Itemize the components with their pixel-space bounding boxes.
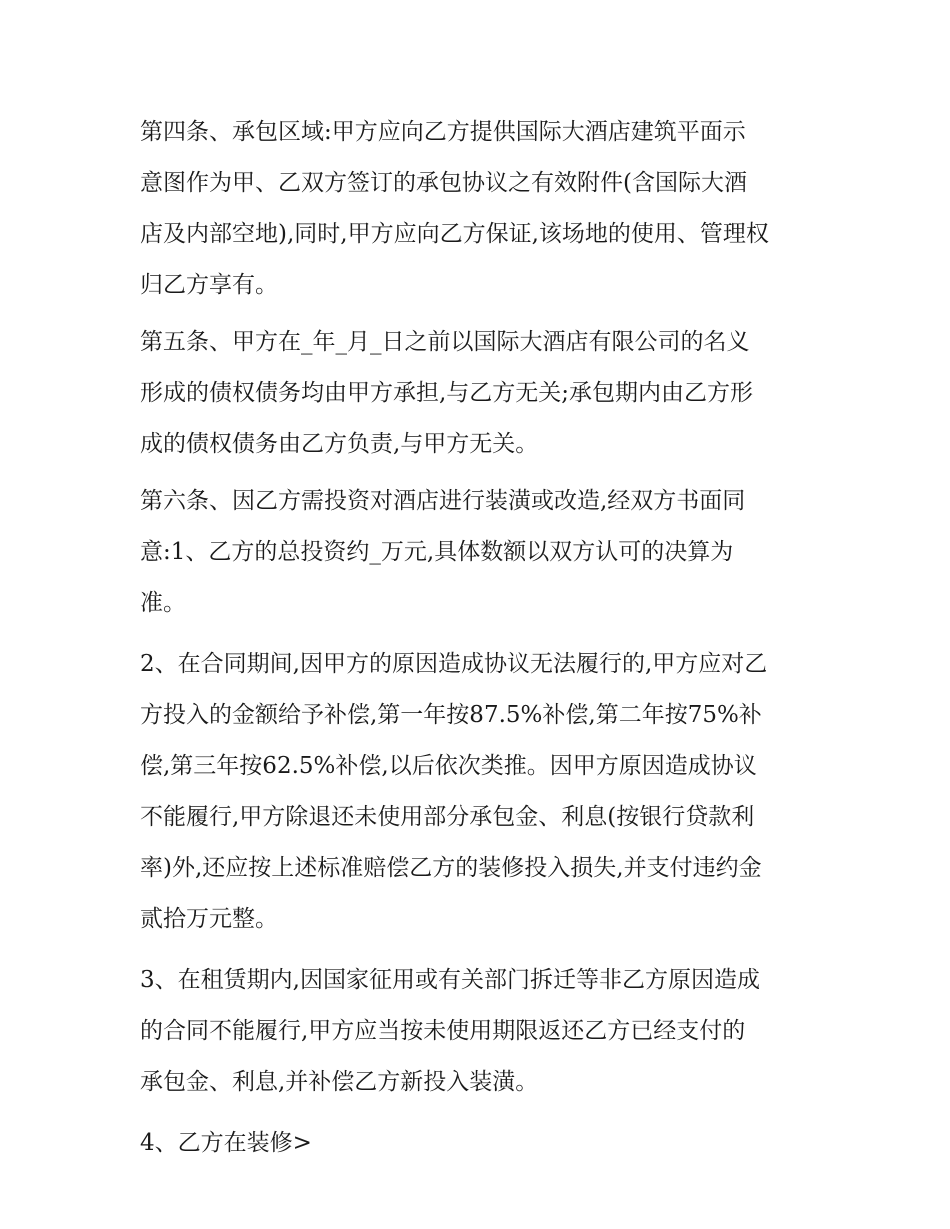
text-line: 准。: [140, 590, 186, 616]
document-body: [140, 107, 815, 1169]
text-line: 4、乙方在装修>: [140, 1130, 312, 1156]
clause-2-paragraph: [140, 639, 815, 945]
paragraph-gap: [140, 1108, 815, 1118]
text-line: 的合同不能履行,甲方应当按未使用期限返还乙方已经支付的: [140, 1018, 746, 1044]
text-line: 店及内部空地),同时,甲方应向乙方保证,该场地的使用、管理权: [140, 221, 769, 247]
text-line: 3、在租赁期内,因国家征用或有关部门拆迁等非乙方原因造成: [140, 967, 760, 993]
text-line: 承包金、利息,并补偿乙方新投入装潢。: [140, 1069, 539, 1095]
clause-3-paragraph: [140, 955, 815, 1108]
clause-4-paragraph: [140, 1118, 815, 1169]
text-line: 成的债权债务由乙方负责,与甲方无关。: [140, 431, 539, 457]
text-line: 不能履行,甲方除退还未使用部分承包金、利息(按银行贷款利: [140, 804, 755, 830]
text-line: 率)外,还应按上述标准赔偿乙方的装修投入损失,并支付违约金: [140, 855, 762, 881]
paragraph-gap: [140, 629, 815, 639]
article-6-paragraph: [140, 476, 815, 629]
text-line: 第四条、承包区域:甲方应向乙方提供国际大酒店建筑平面示: [140, 119, 746, 145]
text-line: 意:1、乙方的总投资约_万元,具体数额以双方认可的决算为: [140, 539, 734, 565]
text-line: 意图作为甲、乙双方签订的承包协议之有效附件(含国际大酒: [140, 170, 747, 196]
paragraph-gap: [140, 945, 815, 955]
text-line: 第五条、甲方在_年_月_日之前以国际大酒店有限公司的名义: [140, 329, 750, 355]
text-line: 贰拾万元整。: [140, 906, 278, 932]
text-line: 形成的债权债务均由甲方承担,与乙方无关;承包期内由乙方形: [140, 380, 754, 406]
text-line: 2、在合同期间,因甲方的原因造成协议无法履行的,甲方应对乙: [140, 651, 768, 677]
text-line: 归乙方享有。: [140, 272, 278, 298]
text-line: 方投入的金额给予补偿,第一年按87.5%补偿,第二年按75%补: [140, 702, 762, 728]
article-5-paragraph: [140, 317, 815, 470]
article-4-paragraph: [140, 107, 815, 311]
text-line: 第六条、因乙方需投资对酒店进行装潢或改造,经双方书面同: [140, 488, 746, 514]
text-line: 偿,第三年按62.5%补偿,以后依次类推。因甲方原因造成协议: [140, 753, 757, 779]
